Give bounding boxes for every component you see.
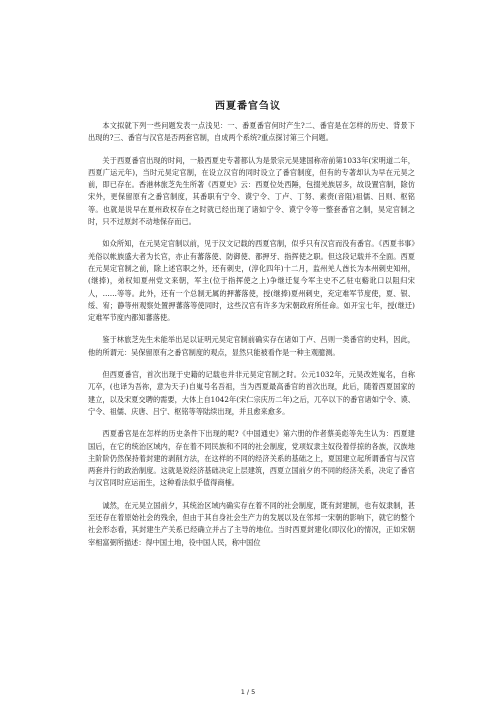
paragraph-1: 本文拟就下列一些问题发表一点浅见：一、番夏番官何时产生?二、番官是在怎样的历史、背景下出现的?三、番官与汉官是否两套官制，自成两个系统?重点探讨第三个问题。 bbox=[88, 121, 415, 143]
paragraph-5: 但西夏番官，首次出现于史籍的记载也并非元昊定官制之时。公元1032年，元昊改姓嵬名，自称兀卒，(也译为吾祢，意为天子)自嵬号名吾祖，当为西夏最高番官的首次出现，此后，随着西夏国家的建立，以及宋夏交聘的需要，大体上自1042年(宋仁宗庆历二年)之后，兀卒以下的番官诸如宁令、谟、宁令、祖儒、庆唐、吕宁、枢铭等等陆续出现，并且愈来愈多。 bbox=[88, 370, 415, 416]
paragraph-4: 鉴于林旅芝先生未能举出足以证明元昊定官制前确实存在诸如丁卢、吕则一类番官的史料，因此，他的所谓元：吴保留原有之番官制度的观点，显然只能被看作是一种主观臆测。 bbox=[88, 335, 415, 357]
document-title: 西夏番官刍议 bbox=[215, 101, 281, 112]
paragraph-2: 关于西夏番官出现的时间，一般西夏史专著都认为是景宗元昊建国称帝前第1033年(宋明道二年，西夏广运元年)，当时元昊定官制，在设立汉官的同时设立了番官制度，但有的专著却认为早在元昊之前，即已存在。香港林旅芝先生所著《西夏史》云：西夏位处西陲，包掇羌族居多，故设置官制，除仿宋外，更保留原有之番官制度，其番职有宁令、谟宁令、丁卢、丁努、素赍(音阻)祖儒、吕则、枢铭等。也就是说早在夏州政权存在之时就已经出现了诸如宁令、谟宁令等一整套番官之制，昊定官制之时，只不过原封不动地保存而已。 bbox=[88, 155, 415, 227]
paragraph-6: 西夏番官是在怎样的历史条件下出现的呢?《中国通史》第六册的作者蔡美彪等先生认为：西夏建国后，在它的统治区域内，存在着不同民族和不同的社会制度，党项奴隶主奴役着俘掠的各族，汉族地主阶阶仍然保持着封建的剥削方法，在这样的不同的经济关系的基础之上，夏国建立起所谓番官与汉官两套并行的政治制度。这就是说经济基础决定上层建筑，西夏立国前夕的不同的经济关系，决定了番官与汉官同时应运而生，这种看法似乎值得商榷。 bbox=[88, 429, 415, 488]
paragraph-7: 诚然，在元昊立国前夕，其统治区域内确实存在着不同的社会制度，既有封建制，也有奴隶制，甚至还存在着原始社会的残余，但由于其自身社会生产力的发展以及在邻邦一宋朝的影响下，就它的整个社会形态看，其封建生产关系已经确立并占了主导的地位。当时西夏封建化(即汉化)的情况，正如宋朝宰相富弼所描述：得中国土地，役中国人民，称中国位 bbox=[88, 500, 415, 547]
paragraph-3: 如众所知，在元昊定官制以前，见于汉文记载的西夏官制，似乎只有汉官而没有番官。《西夏书事》羌俗以帐族盛大者为长官，亦止有蕃落使、防御使、都押牙、指挥使之职。但这段记载并不全面。西夏在元昊定官制之前，除上述官职之外，还有刺史，(淳化四年)十二月，监州羌人酋长为本州刺史知州，(继捧)，弟权知夏州党文来朝，军主(位于指挥使之上)争继迁复今军主史不乙驻屯谿讹口以阻归宋人，……等等。此外，还有一个总制无属的押蕃落使，授(继捧)夏州刺史，充定难军节度使，夏、银、绥、宥；静等州观察处置押蕃落等使同时，这些汉官有许多为宋朝政府所任命。如开宝七年，授(继迁)定难军节度内都知蕃落使。 bbox=[88, 239, 415, 323]
page-number: 1 / 5 bbox=[240, 688, 256, 696]
document-body bbox=[88, 120, 415, 559]
